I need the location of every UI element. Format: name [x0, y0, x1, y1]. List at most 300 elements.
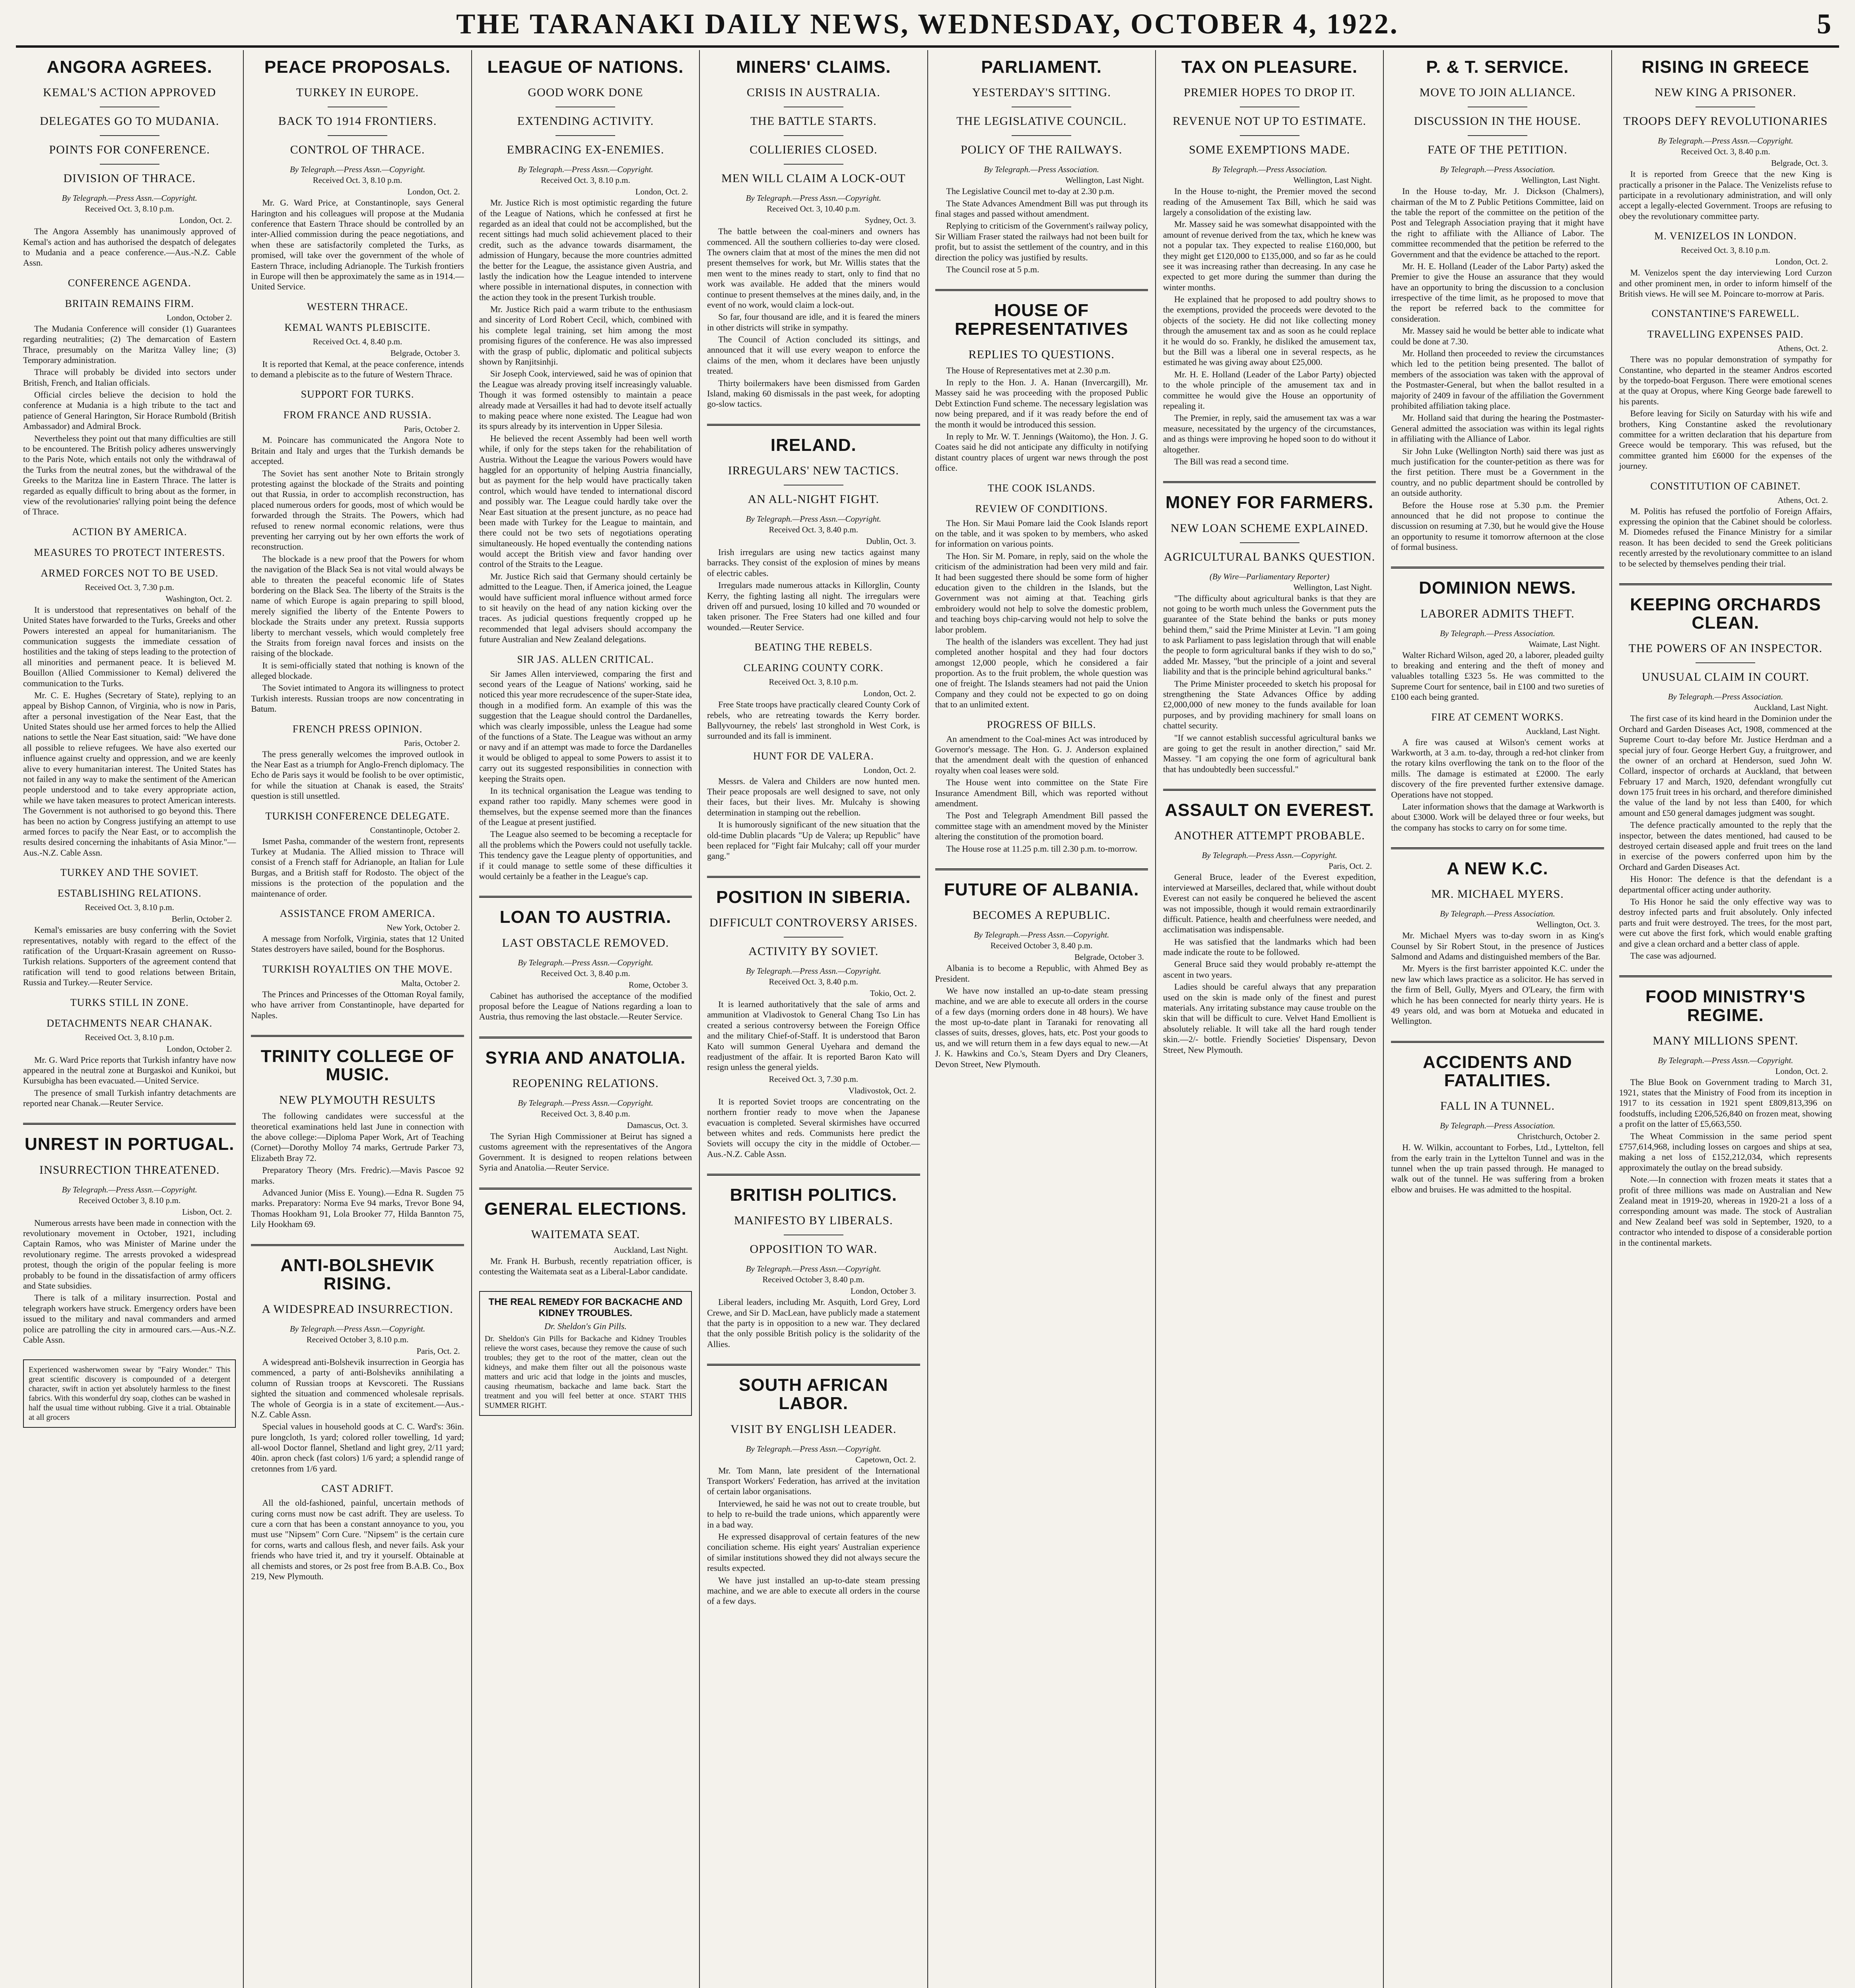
story-deck: MOVE TO JOIN ALLIANCE.: [1419, 86, 1576, 99]
paragraph: Before leaving for Sicily on Saturday with his wife and brothers, King Constantine asked the revolutionary committee for a written declaration that his departure from Greece would be temporary. This was refused, but the committee granted him £6000 for the expenses of the journey.: [1619, 408, 1832, 471]
deck-rule: [784, 937, 843, 938]
section-subhead: CONSTITUTION OF CABINET.: [1650, 480, 1801, 492]
story-deck: EMBRACING EX-ENEMIES.: [507, 143, 664, 157]
story-headline: SOUTH AFRICAN LABOR.: [739, 1375, 888, 1413]
paragraph: It is reported from Greece that the new King is practically a prisoner in the Palace. The Venizelists refuse to participate in a revolutionary administration, and will only accept a legally-elected Government. Troops are refusing to obey the revolutionary committee party.: [1619, 169, 1832, 221]
column-2: [244, 50, 472, 1988]
deck-rule: [100, 164, 159, 165]
story-headline: ANGORA AGREES.: [47, 57, 212, 77]
column-5: [928, 50, 1156, 1988]
paragraph: Mr. Justice Rich paid a warm tribute to the enthusiasm and sincerity of Lord Robert Cecil, which, combined with his complete legal training, set him among the most promising figures of the conference. He was also impressed with the grasp of public, diplomatic and political subjects shown by Ranjitsinhji.: [479, 304, 692, 367]
section-subhead: FIRE AT CEMENT WORKS.: [1431, 711, 1564, 723]
story: [707, 1364, 920, 1606]
story-deck: MANIFESTO BY LIBERALS.: [734, 1214, 893, 1227]
story-deck: NEW KING A PRISONER.: [1655, 86, 1797, 99]
section-dateline: Athens, Oct. 2.: [1777, 495, 1828, 505]
paragraph: Later information shows that the damage at Warkworth is about £3000. Work will be delayed three or four weeks, but the company has stocks to carry on for some time.: [1391, 801, 1604, 833]
story-deck: GOOD WORK DONE: [528, 86, 643, 99]
story-headline: UNREST IN PORTUGAL.: [24, 1134, 235, 1154]
story: [935, 868, 1148, 1070]
section-byline: By Telegraph.—Press Assn.—Copyright.: [1202, 850, 1337, 860]
paragraph: Sir Joseph Cook, interviewed, said he was of opinion that the League was already proving itself increasingly valuable. Though it was formed ostensibly to maintain a peace already made at Versailles it had had to devote itself actually to making peace where none existed. The League had won its spurs already by its intervention in Upper Silesia.: [479, 369, 692, 431]
paragraph: In reply to Mr. W. T. Jennings (Waitomo), the Hon. J. G. Coates said he did not anticipate any difficulty in notifying distant country places of urgent war news through the post office.: [935, 431, 1148, 473]
section-subhead: M. VENIZELOS IN LONDON.: [1654, 230, 1797, 242]
deck-rule: [328, 135, 387, 136]
section-dateline: Paris, Oct. 2.: [416, 1346, 460, 1356]
section-subhead: ASSISTANCE FROM AMERICA.: [280, 907, 435, 919]
story-headline: LEAGUE OF NATIONS.: [487, 57, 684, 77]
paragraph: Ladies should be careful always that any preparation used on the skin is made only of the finest and purest materials. Any irritating substance may cause trouble on the skin that will be difficult to cure. Velvet Hand Emollient is absolutely reliable. It will take all the hard rough tender skin.—2/- bottle. Friendly Societies' Dispensary, Devon Street, New Plymouth.: [1163, 982, 1376, 1055]
section-dateline: London, Oct. 2.: [407, 187, 460, 197]
story-deck: DIVISION OF THRACE.: [63, 172, 196, 185]
paragraph: So far, four thousand are idle, and it is feared the miners in other districts will strike in sympathy.: [707, 312, 920, 332]
paragraph: The Angora Assembly has unanimously approved of Kemal's action and has authorised the despatch of delegates to Mudania and a peace conference.—Aus.-N.Z. Cable Assn.: [23, 226, 236, 268]
paragraph: M. Politis has refused the portfolio of Foreign Affairs, expressing the opinion that the Cabinet should be colorless. M. Diomedes refused the Finance Ministry for a similar reason. It has been decided to send the Greek politicians recently arrested by the revolutionary committee to an island to be selected by themselves pending their trial.: [1619, 506, 1832, 569]
story-deck: YESTERDAY'S SITTING.: [972, 86, 1111, 99]
paragraph: Mr. C. E. Hughes (Secretary of State), replying to an appeal by Bishop Cannon, of Virginia, who is now in Paris, after a personal investigation of the Near East, that the United States should use her armed forces to help the Allied nations to settle the Near East situation, said: "We have done all possible to relieve refugees. We have also exerted our influence against cruelty and oppression, and we are keenly alive to every humanitarian interest. The United States has not failed in any way to make the sentiment of the American people understood and to take every appropriate action, while we have taken measures to protect American interests. The Government is not authorised to go beyond this. There has been no action by Congress justifying an attempt to use armed forces to pacify the Near East, or to accomplish the results desired concerning the inhabitants of Asia Minor."—Aus.-N.Z. Cable Assn.: [23, 690, 236, 858]
story-section: [707, 750, 920, 862]
section-received: Received Oct. 4, 8.40 p.m.: [313, 336, 402, 346]
section-received: Received Oct. 3, 8.40 p.m.: [541, 968, 630, 978]
section-subhead: TURKISH ROYALTIES ON THE MOVE.: [262, 963, 453, 975]
story-deck: FALL IN A TUNNEL.: [1440, 1099, 1555, 1113]
deck-rule: [1012, 135, 1071, 136]
story-deck: THE POWERS OF AN INSPECTOR.: [1628, 642, 1822, 655]
story: [1163, 481, 1376, 775]
story-deck: IRREGULARS' NEW TACTICS.: [728, 464, 899, 478]
story-section: [1619, 692, 1832, 961]
paragraph: The Premier, in reply, said the amusement tax was a war measure, necessitated by the urgency of the circumstances, and as things were improving he hoped soon to do without it altogether.: [1163, 413, 1376, 454]
section-received: Received Oct. 3, 8.40 p.m.: [541, 1109, 630, 1118]
paragraph: The House went into committee on the State Fire Insurance Amendment Bill, which was reported without amendment.: [935, 777, 1148, 808]
section-dateline: Belgrade, Oct. 3.: [1771, 158, 1828, 168]
paragraph: The Soviet intimated to Angora its willingness to protect Turkish interests. Russian troops are now concentrating in Batum.: [251, 683, 464, 714]
story: [1619, 58, 1832, 569]
section-received: Received Oct. 3, 8.10 p.m.: [85, 903, 174, 912]
section-byline: By Telegraph.—Press Assn.—Copyright.: [746, 1264, 882, 1274]
deck-rule: [1240, 135, 1299, 136]
story-deck: PREMIER HOPES TO DROP IT.: [1183, 86, 1356, 99]
story-deck: NEW LOAN SCHEME EXPLAINED.: [1171, 521, 1369, 535]
paragraph: We have just installed an up-to-date steam pressing machine, and we are able to execute all orders in the course of a few days.: [707, 1575, 920, 1606]
section-received: Received Oct. 3, 8.40 p.m.: [769, 525, 859, 535]
section-subhead: FROM FRANCE AND RUSSIA.: [283, 409, 432, 421]
story-headline: ACCIDENTS AND FATALITIES.: [1423, 1052, 1572, 1091]
ad-headline: THE REAL REMEDY FOR BACKACHE AND KIDNEY TROUBLES.: [488, 1297, 683, 1319]
paragraph: The Prime Minister proceeded to sketch his proposal for strengthening the State Advances Office by adding £2,000,000 of new money to the funds available for loan purposes, and by providing machinery for small loans on chattel security.: [1163, 678, 1376, 731]
paragraph: It is humorously significant of the new situation that the old-time Dublin placards "Up de Valera; up Republic" have been replaced for "Fight fair Mulcahy; call off your murder gang.": [707, 819, 920, 861]
story-deck: COLLIERIES CLOSED.: [750, 143, 878, 157]
story-section: [707, 1074, 920, 1159]
paragraph: Walter Richard Wilson, aged 20, a laborer, pleaded guilty to breaking and entering and the theft of money and valuables totalling £323 5s. He was committed to the Supreme Court for sentence, bail in £100 and two sureties of £100 each being granted.: [1391, 650, 1604, 702]
section-byline: By Telegraph.—Press Association.: [1440, 165, 1555, 175]
paragraph: The Post and Telegraph Amendment Bill passed the committee stage with an amendment moved by the Minister altering the constitution of the promotion board.: [935, 810, 1148, 842]
story-section: [251, 1324, 464, 1474]
paragraph: Before the House rose at 5.30 p.m. the Premier announced that he did not propose to continue the discussion on resuming at 7.30, but he would give the House an opportunity to resume it tomorrow afternoon at the close of formal business.: [1391, 500, 1604, 552]
paragraph: Free State troops have practically cleared County Cork of rebels, who are retreating towards the Kerry border. Ballyvourney, the rebels' last stronghold in West Cork, is surrounded and its fall is imminent.: [707, 699, 920, 741]
story-deck: REPLIES TO QUESTIONS.: [968, 348, 1115, 361]
story-section: [1619, 1056, 1832, 1248]
paragraph: It is semi-officially stated that nothing is known of the alleged blockade.: [251, 660, 464, 681]
paragraph: The defence practically amounted to the reply that the inspector, between the dates mentioned, had caused to be destroyed certain diseased apple and fruit trees on the land in exercise of the powers conferred upon him by the Orchard and Garden Diseases Act.: [1619, 820, 1832, 872]
story-section: [1163, 165, 1376, 467]
section-subhead: PROGRESS OF BILLS.: [987, 718, 1096, 730]
section-dateline: Sydney, Oct. 3.: [864, 215, 916, 225]
story-section: [707, 1444, 920, 1607]
story-section: [1619, 230, 1832, 299]
story: [935, 58, 1148, 275]
story-headline: IRELAND.: [770, 435, 857, 455]
section-byline: By Telegraph.—Press Assn.—Copyright.: [746, 1444, 882, 1454]
section-byline: By Telegraph.—Press Assn.—Copyright.: [62, 193, 197, 203]
section-subhead: TURKEY AND THE SOVIET.: [60, 867, 199, 879]
paragraph: Mr. Frank H. Burbush, recently repatriation officer, is contesting the Waitemata seat as a Liberal-Labor candidate.: [479, 1256, 692, 1277]
story-section: [1391, 165, 1604, 552]
paragraph: Replying to criticism of the Government's railway policy, Sir William Fraser stated the railways had not been built for profit, but to assist the settlement of the country, and in this direction the policy was justified by results.: [935, 221, 1148, 262]
paragraph: Thrace will probably be divided into sectors under British, French, and Italian officials.: [23, 367, 236, 388]
section-dateline: London, Oct. 2.: [179, 215, 232, 225]
story-section: [935, 482, 1148, 710]
paragraph: It is reported that Kemal, at the peace conference, intends to demand a plebiscite as to the future of Western Thrace.: [251, 359, 464, 380]
section-received: Received Oct. 3, 10.40 p.m.: [767, 204, 860, 214]
paragraph: He was satisfied that the landmarks which had been made indicate the route to be followed.: [1163, 936, 1376, 957]
story-section: [935, 719, 1148, 854]
story: [251, 1244, 464, 1582]
story: [707, 424, 920, 862]
story-headline: FOOD MINISTRY'S REGIME.: [1645, 987, 1806, 1025]
story-deck: REVENUE NOT UP TO ESTIMATE.: [1173, 115, 1366, 128]
story: [479, 58, 692, 881]
section-received: Received October 3, 8.10 p.m.: [306, 1334, 409, 1344]
paragraph: Cabinet has authorised the acceptance of the modified proposal before the League of Nations regarding a loan to Austria, thus removing the last obstacle.—Reuter Service.: [479, 990, 692, 1022]
paragraph: We have now installed an up-to-date steam pressing machine, and we are able to execute all orders in the course of a few days (morning orders done in 48 hours). We have the most up-to-date plant in Taranaki for renovating all classes of suits, dresses, gloves, hats, etc. Post your goods to us, and we will return them in a few days equal to new.—At J. K. Hawkins and Co.'s, Steam Dyers and Dry Cleaners, Devon Street, New Plymouth.: [935, 985, 1148, 1069]
story-headline: RISING IN GREECE: [1641, 57, 1810, 77]
story-headline: BRITISH POLITICS.: [730, 1185, 897, 1205]
paragraph: Kemal's emissaries are busy conferring with the Soviet representatives, notably with regard to the effect of the ratification of the Urquart-Krasain agreement on Russo-Turkish relations. Supporters of the agreement contend that ratification will tend to good relations between Britain, Russia and Turkey.—Reuter Service.: [23, 925, 236, 988]
section-subhead: HUNT FOR DE VALERA.: [753, 750, 874, 762]
paragraph: The Hon. Sir M. Pomare, in reply, said on the whole the criticism of the administration had been very mild and fair. It had been suggested there should be some form of higher education given to the children in the Islands, but the Government was not aiming at that. Teaching girls embroidery would not help to solve the domestic problem, and teaching boys chip-carving would not help to solve the labor problem.: [935, 551, 1148, 635]
story-section: [251, 908, 464, 955]
story-deck: POLICY OF THE RAILWAYS.: [961, 143, 1123, 157]
ad-body: Experienced washerwomen swear by "Fairy Wonder." This great scientific discovery is compounded of a detergent character, swift in action yet absolutely harmless to the finest fabrics. With this wonderful dry soap, clothes can be washed in half the usual time without rubbing. Give it a trial. Obtainable at all grocers: [29, 1365, 231, 1422]
paragraph: Albania is to become a Republic, with Ahmed Bey as President.: [935, 963, 1148, 984]
story-headline: MONEY FOR FARMERS.: [1165, 493, 1374, 513]
story-deck: REOPENING RELATIONS.: [512, 1076, 659, 1090]
section-dateline: Wellington, Oct. 3.: [1536, 920, 1600, 930]
section-dateline: Christchurch, October 2.: [1517, 1132, 1600, 1142]
section-subhead: BRITAIN REMAINS FIRM.: [65, 297, 194, 309]
paragraph: In the House to-day, Mr. J. Dickson (Chalmers), chairman of the M to Z Public Petitions Committee, laid on the table the report of the committee on the petition of the Post and Telegraph Association praying that it might have the right to affiliate with the Alliance of Labor. The committee recommended that the petition be referred to the Government and that the evidence be attached to the report.: [1391, 186, 1604, 259]
story: [479, 1037, 692, 1173]
section-subhead: MEASURES TO PROTECT INTERESTS.: [34, 546, 225, 558]
section-received: Received Oct. 3, 7.30 p.m.: [769, 1074, 859, 1084]
section-received: Received Oct. 3, 7.30 p.m.: [85, 582, 174, 592]
section-dateline: Paris, October 2.: [404, 424, 460, 434]
section-subhead: REVIEW OF CONDITIONS.: [975, 503, 1108, 514]
story-deck: BACK TO 1914 FRONTIERS.: [278, 115, 437, 128]
section-dateline: Auckland, Last Night.: [1754, 703, 1828, 712]
paragraph: Messrs. de Valera and Childers are now hunted men. Their peace proposals are well designed to save, not only their faces, but their lives. Mr. Mulcahy is showing determination in stamping out the rebellion.: [707, 776, 920, 817]
section-dateline: London, October 3.: [851, 1286, 916, 1296]
story: [1391, 1041, 1604, 1195]
paragraph: He believed the recent Assembly had been well worth while, if only for the steps taken for the rehabilitation of Austria. Without the League the various Powers would have haggled for an opportunity of helping Austria financially, but as payment for the help would have practically taken control, which would have tended to international discord and possibly war. The League could hardly take over the Near East situation at the present juncture, as no peace had been made with Turkey for the League to maintain, and there could not be two sets of negotiations operating simultaneously. He hoped eventually the contending nations would accept the British view and favor handing over control of the Straits to the League.: [479, 433, 692, 569]
paragraph: A widespread anti-Bolshevik insurrection in Georgia has commenced, a party of anti-Bolsheviks annihilating a column of Russian troops at Kevscoreti. The Russians sighted the situation and commenced wholesale reprisals. The whole of Georgia is in a state of excitement.—Aus.-N.Z. Cable Assn.: [251, 1357, 464, 1419]
paragraph: Special values in household goods at C. C. Ward's: 36in. pure longcloth, 1s yard; colored roller towelling, 1d yard; all-wool Doctor flannel, Shetland and light grey, 2/11 yard; 40in. apron check (fast colors) 1/6 yard; a splendid range of cretonnes from 1/6 yard.: [251, 1421, 464, 1474]
story-deck: ANOTHER ATTEMPT PROBABLE.: [1174, 829, 1365, 843]
paragraph: In its technical organisation the League was tending to expand rather too rapidly. Many schemes were good in themselves, but the expense seemed more than the finances of the League at present justified.: [479, 785, 692, 827]
column-4: [700, 50, 928, 1988]
section-subhead: SUPPORT FOR TURKS.: [301, 388, 414, 400]
paragraph: The League also seemed to be becoming a receptacle for all the problems which the Powers could not usefully tackle. This tendency gave the League plenty of opportunities, and if it could manage to settle some of these difficulties it would certainly be a feather in the League's cap.: [479, 829, 692, 881]
paragraph: A fire was caused at Wilson's cement works at Warkworth, at 3 a.m. to-day, through a red-hot clinker from the rotary kilns overflowing the tank on to the floor of the mills. The damage is estimated at £2000. The early discovery of the fire prevented further extensive damage. Operations have not stopped.: [1391, 737, 1604, 800]
story-deck: AGRICULTURAL BANKS QUESTION.: [1164, 550, 1375, 563]
story: [251, 58, 464, 1021]
paragraph: The Mudania Conference will consider (1) Guarantees regarding neutralities; (2) The demarcation of Eastern Thrace, presumably on the Maritza Valley line; (3) Temporary administration.: [23, 323, 236, 365]
paragraph: Mr. Justice Rich said that Germany should certainly be admitted to the League. Then, if America joined, the League would have sufficient moral influence without armed force to sit heavily on the head of any nation kicking over the traces. As judicial questions frequently cropped up he recommended that legal advisers should accompany the future Australian and New Zealand delegations.: [479, 571, 692, 645]
section-dateline: Damascus, Oct. 3.: [627, 1120, 688, 1130]
story-headline: TRINITY COLLEGE OF MUSIC.: [260, 1046, 455, 1085]
paragraph: He expressed disapproval of certain features of the new conciliation scheme. His eight years' Australian experience of similar institutions showed they did not always secure the results expected.: [707, 1531, 920, 1573]
section-dateline: New York, October 2.: [387, 922, 460, 932]
section-dateline: Washington, Oct. 2.: [165, 594, 232, 604]
story-section: [251, 723, 464, 802]
section-dateline: London, Oct. 2.: [1775, 257, 1828, 267]
story-section: [1163, 572, 1376, 775]
story-section: [707, 641, 920, 742]
paragraph: The case was adjourned.: [1630, 950, 1716, 961]
story: [1163, 789, 1376, 1055]
section-byline: By Telegraph.—Press Association.: [1440, 1121, 1555, 1131]
story-headline: PARLIAMENT.: [981, 57, 1102, 77]
section-received: Received October 3, 8.40 p.m.: [762, 1275, 865, 1285]
section-byline: By Telegraph.—Press Assn.—Copyright.: [1658, 136, 1793, 146]
section-dateline: Berlin, October 2.: [171, 914, 232, 924]
section-byline: By Telegraph.—Press Association.: [984, 165, 1099, 175]
section-dateline: Lisbon, Oct. 2.: [182, 1207, 232, 1217]
paragraph: Mr. Michael Myers was to-day sworn in as King's Counsel by Sir Robert Stout, in the presence of Justices Salmond and Adams and distinguished members of the Bar.: [1391, 930, 1604, 962]
section-dateline: Wellington, Last Night.: [1293, 175, 1372, 185]
story-deck: POINTS FOR CONFERENCE.: [49, 143, 210, 157]
story-deck: KEMAL'S ACTION APPROVED: [43, 86, 216, 99]
story-headline: DOMINION NEWS.: [1419, 578, 1576, 598]
story-section: [1391, 909, 1604, 1027]
paragraph: Mr. Holland said that during the hearing the Postmaster-General admitted the association was within its legal rights in affiliating with the Alliance of Labor.: [1391, 413, 1604, 444]
paragraph: An amendment to the Coal-mines Act was introduced by Governor's message. The Hon. G. J. Anderson explained that the amendment dealt with the question of enhanced royalty when coal leases were sold.: [935, 734, 1148, 775]
story-section: [1619, 480, 1832, 569]
paragraph: The Wheat Commission in the same period spent £757,614,968, including losses on cargoes and ships at sea, making a net loss of £152,212,034, which represents approximately the outlay on the bread subsidy.: [1619, 1131, 1832, 1173]
paragraph: The House rose at 11.25 p.m. till 2.30 p.m. to-morrow.: [946, 843, 1137, 854]
deck-rule: [100, 135, 159, 136]
section-dateline: Rome, October 3.: [628, 980, 688, 990]
paragraph: Numerous arrests have been made in connection with the revolutionary movement in October, 1921, including Captain Ramos, who was Minister of Marine under the revolutionary regime. The arrests provoked a widespread protest, though the origin of the popular feeling is more probably to be found in the dissatisfaction of army officers and State subsidies.: [23, 1217, 236, 1291]
paragraph: A message from Norfolk, Virginia, states that 12 United States destroyers have sailed, bound for the Bosphorus.: [251, 933, 464, 954]
story-section: [251, 963, 464, 1021]
paragraph: The Council rose at 5 p.m.: [946, 264, 1039, 274]
story-deck: DISCUSSION IN THE HOUSE.: [1414, 115, 1581, 128]
section-dateline: London, Oct. 2.: [863, 765, 916, 775]
section-dateline: Belgrade, October 3.: [390, 348, 460, 358]
story-deck: A WIDESPREAD INSURRECTION.: [262, 1302, 453, 1316]
section-subhead: DETACHMENTS NEAR CHANAK.: [47, 1017, 213, 1029]
section-dateline: Athens, Oct. 2.: [1777, 344, 1828, 353]
section-subhead: CONSTANTINE'S FAREWELL.: [1651, 308, 1800, 320]
section-byline: By Telegraph.—Press Association.: [1440, 909, 1555, 919]
story-deck: CONTROL OF THRACE.: [290, 143, 425, 157]
section-dateline: Belgrade, October 3.: [1074, 952, 1144, 962]
section-byline: By Telegraph.—Press Assn.—Copyright.: [518, 957, 653, 967]
section-received: Received Oct. 3, 8.10 p.m.: [85, 204, 174, 214]
story-section: [23, 1185, 236, 1345]
paragraph: The Council of Action concluded its sittings, and announced that it will use every weapon to enforce the claims of the men, whom it declares have been unjustly treated.: [707, 334, 920, 376]
story-deck: TROOPS DEFY REVOLUTIONARIES: [1623, 115, 1828, 128]
story-section: [479, 165, 692, 645]
masthead-title: THE TARANAKI DAILY NEWS, WEDNESDAY, OCTOBER 4, 1922.: [456, 8, 1399, 40]
story-deck: NEW PLYMOUTH RESULTS: [279, 1093, 436, 1107]
story-headline: GENERAL ELECTIONS.: [484, 1199, 687, 1219]
section-dateline: Auckland, Last Night.: [614, 1245, 688, 1255]
advertisement: [23, 1359, 236, 1428]
section-dateline: Wellington, Last Night.: [1065, 175, 1144, 185]
story-section: [251, 1483, 464, 1582]
paragraph: The presence of small Turkish infantry detachments are reported near Chanak.—Reuter Service.: [23, 1087, 236, 1109]
paragraph: The Bill was read a second time.: [1174, 456, 1289, 466]
story-section: [1619, 136, 1832, 221]
story: [1391, 58, 1604, 552]
paragraph: Sir John Luke (Wellington North) said there was just as much justification for the counter-petition as there was for the first petition. There must be a Government in the country, and no public department should be controlled by an outside authority.: [1391, 446, 1604, 498]
section-dateline: Capetown, Oct. 2.: [855, 1454, 916, 1464]
section-dateline: Wellington, Last Night.: [1293, 582, 1372, 592]
paragraph: The battle between the coal-miners and owners has commenced. All the southern collieries to-day were closed. The owners claim that at most of the mines the men did not present themselves for work, but Mr. Willis states that the men went to the mines ready to start, only to find that no work was available. He added that the miners would continue to present themselves at the mines daily, and, in the event of no work, would claim a lock-out.: [707, 226, 920, 310]
section-subhead: CONFERENCE AGENDA.: [68, 277, 191, 289]
ad-subhead: Dr. Sheldon's Gin Pills.: [544, 1321, 627, 1332]
deck-rule: [556, 135, 615, 136]
story-deck: VISIT BY ENGLISH LEADER.: [730, 1422, 897, 1436]
story-deck: DIFFICULT CONTROVERSY ARISES.: [709, 916, 918, 930]
paragraph: "The difficulty about agricultural banks is that they are not going to be worth much unless the Government puts the guarantee of the State behind the banks or puts money behind them," said the Prime Minister at Levin. "I am going to ask Parliament to pass legislation through that will enable the people to form agricultural banks if they wish to do so," added Mr. Massey, "but the principle of a joint and several liability and that is the principle behind agricultural banks.": [1163, 593, 1376, 677]
paragraph: The blockade is a new proof that the Powers for whom the navigation of the Black Sea is not vital would always be able to threaten the peaceful economic life of States bordering on the Black Sea. The liberty of the Straits is the name of which Europe is again preparing to spill blood, merely signified the liberty of the Entente Powers to blockade the Straits under any pretext. Russia supports liberty to merchant vessels, which would completely free the Straits from foreign naval forces and insists on the raising of the blockade.: [251, 553, 464, 658]
section-received: Received Oct. 3, 8.40 p.m.: [1681, 147, 1770, 157]
paragraph: All the old-fashioned, painful, uncertain methods of curing corns must now be cast adrift. They are useless. To cure a corn that has been a constant annoyance to you, you must use "Nipsem" Corn Cure. "Nipsem" is the certain cure for corns, warts and callous flesh, and never fails. Ask your friends who have tried it, and try it yourself. Obtainable at all chemists and stores, or 2s post free from B.A.B. Co., Box 219, New Plymouth.: [251, 1498, 464, 1581]
section-subhead: KEMAL WANTS PLEBISCITE.: [284, 321, 431, 333]
section-subhead: FRENCH PRESS OPINION.: [292, 723, 423, 735]
paragraph: The Soviet has sent another Note to Britain strongly protesting against the blockade of the Straits and pointing out that Russia, in order to accomplish reconstruction, has placed numerous orders for goods, most of which would be forwarded through the Straits. The Powers, which had refused to renew normal economic relations, were thus preventing her carrying out by her own efforts the work of reconstruction.: [251, 468, 464, 552]
story-section: [935, 165, 1148, 275]
section-byline: By Telegraph.—Press Association.: [1440, 628, 1555, 638]
paragraph: To His Honor he said the only effective way was to destroy infected parts and fruit absolutely. Only infected parts and fruit were destroyed. The trees, for the most part, were cut above the first fork, which would enable grafting and give a clean orchard and a better class of apple.: [1619, 896, 1832, 949]
section-received: Received Oct. 3, 8.10 p.m.: [85, 1032, 174, 1042]
column-3: [472, 50, 700, 1988]
story-deck: OPPOSITION TO WAR.: [750, 1242, 878, 1256]
story-section: [1619, 308, 1832, 471]
paragraph: Mr. Myers is the first barrister appointed K.C. under the new law which laws practice as a solicitor. He has served in the firm of Bell, Gully, Myers and O'Leary, the firm with which he has been connected for nearly thirty years. He is 49 years old, and was born at Motueka and educated in Wellington.: [1391, 963, 1604, 1026]
story-deck: EXTENDING ACTIVITY.: [517, 115, 654, 128]
section-dateline: Vladivostok, Oct. 2.: [848, 1085, 916, 1095]
paragraph: Mr. G. Ward Price reports that Turkish infantry have now appeared in the neutral zone at Burgaskoi and Kunikoi, but Kursubigha has been evacuated.—United Service.: [23, 1054, 236, 1086]
paragraph: The press generally welcomes the improved outlook in the Near East as a triumph for Anglo-French diplomacy. The Echo de Paris says it would be foolish to be over optimistic, for while the situation at Chanak is eased, the Straits' question is still unsettled.: [251, 749, 464, 801]
story-deck: MEN WILL CLAIM A LOCK-OUT: [721, 172, 906, 185]
section-byline: By Telegraph.—Press Assn.—Copyright.: [62, 1184, 197, 1194]
story: [935, 289, 1148, 854]
section-received: Received Oct. 3, 8.10 p.m.: [769, 677, 859, 687]
story-section: [707, 193, 920, 410]
section-subhead: BEATING THE REBELS.: [754, 641, 873, 653]
story: [23, 58, 236, 1109]
story-deck: SOME EXEMPTIONS MADE.: [1189, 143, 1350, 157]
section-dateline: Paris, Oct. 2.: [1329, 861, 1372, 871]
column-8: [1612, 50, 1839, 1988]
paragraph: The Blue Book on Government trading to March 31, 1921, states that the Ministry of Food from its inception in 1917 to its cessation in 1921 spent £809,813,396 on foodstuffs, including £206,526,840 on frozen meat, showing a profit on the latter of £5,663,550.: [1619, 1077, 1832, 1129]
paragraph: It is understood that representatives on behalf of the United States have forwarded to the Turks, Greeks and other Powers interested an appeal for humanitarianism. The communication suggests the immediate cessation of hostilities and the taking of steps leading to the protection of all minorities and permanent peace. It is believed M. Bouillon (Allied Commissioner to Kemal) delivered the communication to the Turks.: [23, 604, 236, 688]
paragraph: Note.—In connection with frozen meats it states that a profit of three millions was made on Australian and New Zealand meat in 1919-20, whereas in 1920-21 a loss of a corresponding amount was made. The stock of Australian and New Zealand beef was sold in September, 1920, to a contractor who intended to dispose of a considerable portion in the continental markets.: [1619, 1175, 1832, 1248]
section-dateline: Dublin, Oct. 3.: [866, 536, 916, 546]
section-dateline: London, Oct. 2.: [863, 689, 916, 699]
paragraph: There was no popular demonstration of sympathy for Constantine, who departed in the steamer Andros escorted by the torpedo-boat Ferguson. There were emotional scenes at the quay at Oropus, where King George bade farewell to his parents.: [1619, 354, 1832, 406]
story: [1619, 975, 1832, 1248]
story-headline: MINERS' CLAIMS.: [736, 57, 891, 77]
story-section: [707, 1264, 920, 1349]
paragraph: H. W. Wilkin, accountant to Forbes, Ltd., Lyttelton, fell from the early train in the Lyttelton Tunnel and was in the tunnel when the up train passed through. He managed to walk out of the tunnel. He was suffering from a broken elbow and bruises. He was admitted to the hospital.: [1391, 1142, 1604, 1194]
paragraph: The health of the islanders was excellent. They had just completed another hospital and they had four doctors amongst 12,000 people, which he considered a fair proportion. As to the fruit problem, the whole question was one of freight. The Islands steamers had not paid the Union Company and they could not be expected to go on doing that to an unlimited extent.: [935, 636, 1148, 710]
section-subhead: TRAVELLING EXPENSES PAID.: [1647, 328, 1804, 340]
section-dateline: Wellington, Last Night.: [1521, 175, 1600, 185]
section-byline: By Telegraph.—Press Assn.—Copyright.: [289, 1324, 425, 1334]
story-section: [479, 1245, 692, 1277]
story-headline: KEEPING ORCHARDS CLEAN.: [1630, 594, 1821, 633]
story: [23, 1123, 236, 1345]
story-section: [23, 997, 236, 1109]
paragraph: Liberal leaders, including Mr. Asquith, Lord Grey, Lord Crewe, and Sir D. MacLean, have publicly made a statement that the party is in opposition to a new war. They declared that the only possible British policy is the solidarity of the Allies.: [707, 1297, 920, 1349]
story-headline: P. & T. SERVICE.: [1426, 57, 1569, 77]
story-headline: PEACE PROPOSALS.: [264, 57, 451, 77]
story: [479, 896, 692, 1022]
advertisement: [479, 1291, 692, 1416]
story-headline: LOAN TO AUSTRIA.: [499, 907, 672, 927]
section-dateline: London, Oct. 2.: [1775, 1066, 1828, 1076]
paragraph: Thirty boilermakers have been dismissed from Garden Island, making 60 dismissals in the past week, for adopting go-slow tactics.: [707, 378, 920, 409]
section-subhead: ESTABLISHING RELATIONS.: [57, 887, 202, 899]
columns: [16, 50, 1839, 1988]
story-headline: ASSAULT ON EVEREST.: [1165, 800, 1374, 820]
story-deck: THE BATTLE STARTS.: [750, 115, 877, 128]
paragraph: "If we cannot establish successful agricultural banks we are going to get the result in another direction," said Mr. Massey. "I am copying the one form of agricultural bank that has undoubtedly been successful.": [1163, 732, 1376, 774]
paragraph: Preparatory Theory (Mrs. Fredric).—Mavis Pascoe 92 marks.: [251, 1165, 464, 1186]
story-section: [251, 165, 464, 292]
story-deck: WAITEMATA SEAT.: [531, 1227, 640, 1241]
section-dateline: Tokio, Oct. 2.: [870, 988, 916, 998]
paragraph: The State Advances Amendment Bill was put through its final stages and passed without amendment.: [935, 198, 1148, 219]
section-received: Received October 3, 8.40 p.m.: [990, 941, 1093, 951]
paragraph: In the House to-night, the Premier moved the second reading of the Amusement Tax Bill, which he said was largely a consolidation of the existing law.: [1163, 186, 1376, 217]
paragraph: General Bruce, leader of the Everest expedition, interviewed at Marseilles, declared that, while without doubt Everest can not easily be conquered he believed the ascent was not impossible, though it would remain extraordinarily difficult. Patience, health and cheerfulness were needed, and acclimatisation was indispensable.: [1163, 872, 1376, 935]
story-deck: INSURRECTION THREATENED.: [39, 1163, 220, 1176]
section-subhead: ACTION BY AMERICA.: [72, 526, 187, 538]
section-subhead: ARMED FORCES NOT TO BE USED.: [41, 567, 219, 579]
story-deck: UNUSUAL CLAIM IN COURT.: [1641, 670, 1809, 684]
deck-rule: [784, 135, 843, 136]
paragraph: The first case of its kind heard in the Dominion under the Orchard and Garden Diseases Act, 1908, commenced at the Supreme Court to-day before Mr. Justice Herdman and a special jury of four. George Herbert Guy, a fruitgrower, and the owner of an orchard at Henderson, sued John W. Collard, inspector of orchards at Auckland, that between February 17 and March, 1920, defendant wrongfully cut down 175 fruit trees in his orchard, and therefore diminished the value of the land by not less than £400, for which amount and £50 general damages judgment was sought.: [1619, 713, 1832, 818]
paragraph: There is talk of a military insurrection. Postal and telegraph workers have struck. Emergency orders have been issued to the military and naval commanders and armed police are patrolling the city in armoured cars.—Aus.-N.Z. Cable Assn.: [23, 1293, 236, 1345]
section-dateline: Malta, October 2.: [401, 978, 460, 988]
section-dateline: Constantinople, October 2.: [370, 825, 460, 835]
paragraph: Mr. Holland then proceeded to review the circumstances which led to the petition being presented. The ballot of members of the association was taken with the approval of the Postmaster-General, but when the ballot resulted in a majority of 2409 in favour of the affiliation the Government prohibited affiliation taking place.: [1391, 348, 1604, 411]
story: [1619, 583, 1832, 961]
section-received: Received Oct. 3, 8.10 p.m.: [313, 175, 402, 185]
section-subhead: CLEARING COUNTY CORK.: [744, 662, 884, 674]
paragraph: In reply to the Hon. J. A. Hanan (Invercargill), Mr. Massey said he was proceeding with the proposed Public Debt Extinction Fund scheme. The necessary legislation was now being prepared, and if it was ready before the end of the month it would be introduced this session.: [935, 377, 1148, 429]
paragraph: Mr. H. E. Holland (Leader of the Labor Party) asked the Premier to give the House an assurance that they would have an opportunity to bring the discussion to a conclusion irrespective of the time limit, as he proposed to move that the report be referred back to the committee for consideration.: [1391, 261, 1604, 324]
story-section: [23, 526, 236, 858]
story-deck: DELEGATES GO TO MUDANIA.: [40, 115, 219, 128]
